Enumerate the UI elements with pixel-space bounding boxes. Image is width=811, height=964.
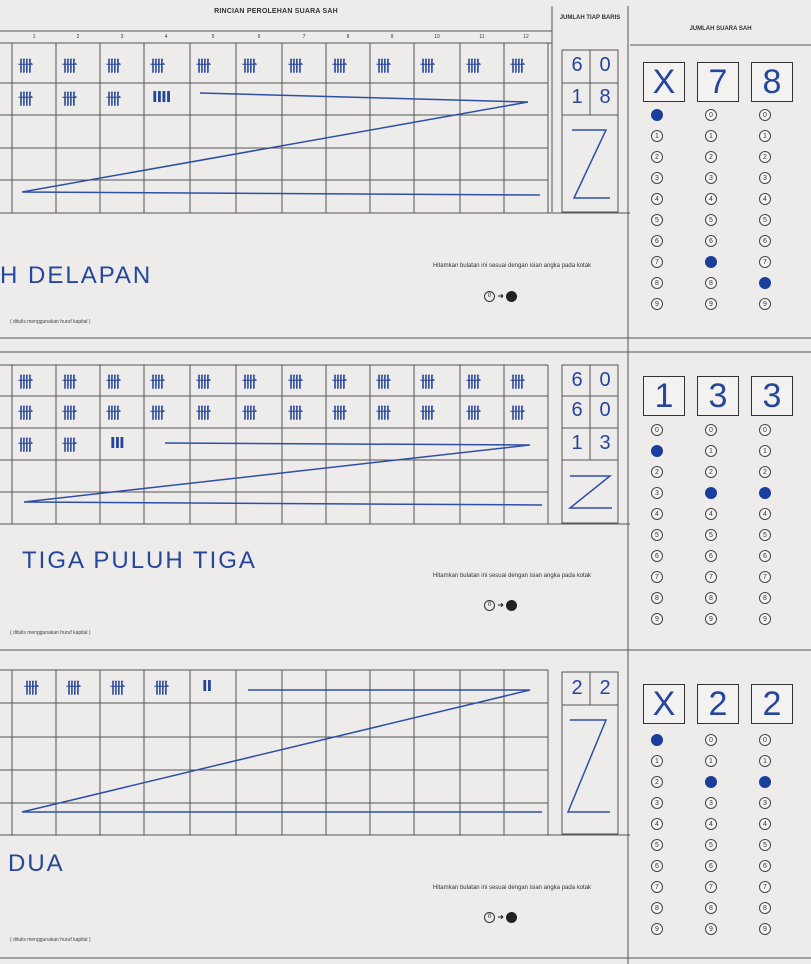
digit-bubble[interactable]: 6 — [651, 860, 663, 872]
digit-bubble[interactable]: 4 — [705, 508, 717, 520]
digit-bubble[interactable]: 5 — [705, 214, 717, 226]
tally-mark: 卌 — [510, 57, 525, 75]
digit-bubble-filled[interactable]: 0 — [651, 734, 663, 746]
row-total-digit: 6 — [571, 399, 583, 421]
capital-letters-note: ( ditulis menggunakan huruf kapital ) — [10, 630, 91, 636]
tally-mark: 卌 — [150, 373, 165, 391]
fill-example — [484, 600, 517, 611]
digit-bubble[interactable]: 7 — [651, 571, 663, 583]
column-number: 2 — [76, 34, 80, 40]
digit-bubble[interactable]: 2 — [759, 151, 771, 163]
digit-bubble[interactable]: 2 — [651, 776, 663, 788]
total-in-words: DUA — [8, 850, 65, 877]
header-title: RINCIAN PEROLEHAN SUARA SAH — [214, 8, 338, 15]
digit-bubble[interactable]: 5 — [759, 214, 771, 226]
row-total-digit: 6 — [571, 54, 583, 76]
digit-bubble[interactable]: 1 — [759, 445, 771, 457]
filled-bubble-icon — [506, 912, 517, 923]
total-digit-box: X — [643, 684, 685, 724]
digit-bubble[interactable]: 2 — [705, 151, 717, 163]
row-total-digit: 6 — [571, 369, 583, 391]
fill-instruction: Hitamkan bulatan ini sesuai dengan isian angka pada kotak — [432, 573, 592, 579]
tally-mark: 卌 — [510, 373, 525, 391]
digit-bubble[interactable]: 6 — [759, 860, 771, 872]
digit-bubble[interactable]: 1 — [651, 755, 663, 767]
tally-mark: 卌 — [466, 373, 481, 391]
tally-mark: 卌 — [242, 373, 257, 391]
row-total-digit: 1 — [571, 86, 583, 108]
digit-bubble[interactable]: 3 — [705, 797, 717, 809]
total-digit-box: 1 — [643, 376, 685, 416]
digit-bubble[interactable]: 7 — [705, 881, 717, 893]
total-digit-box: 2 — [751, 684, 793, 724]
total-in-words: TIGA PULUH TIGA — [22, 547, 257, 574]
tally-mark: 卌 — [62, 436, 77, 454]
total-digit-box: X — [643, 62, 685, 102]
digit-bubble[interactable]: 4 — [759, 508, 771, 520]
digit-bubble[interactable]: 0 — [705, 734, 717, 746]
total-digit-box: 8 — [751, 62, 793, 102]
digit-bubble[interactable]: 5 — [759, 529, 771, 541]
tally-mark: 卌 — [62, 57, 77, 75]
row-total-digit: 0 — [599, 399, 611, 421]
digit-bubble[interactable]: 5 — [651, 839, 663, 851]
digit-bubble[interactable]: 3 — [651, 172, 663, 184]
row-total-digit: 2 — [571, 677, 583, 699]
digit-bubble[interactable]: 1 — [759, 130, 771, 142]
tally-mark: 卌 — [196, 373, 211, 391]
row-total-digit: 0 — [599, 369, 611, 391]
tally-mark: 卌 — [62, 90, 77, 108]
tally-mark: 卌 — [150, 57, 165, 75]
digit-bubble[interactable]: 6 — [651, 235, 663, 247]
row-total-digit: 2 — [599, 677, 611, 699]
tally-mark: 卌 — [420, 404, 435, 422]
digit-bubble[interactable]: 2 — [759, 466, 771, 478]
tally-mark: 卌 — [288, 404, 303, 422]
digit-bubble[interactable]: 9 — [651, 298, 663, 310]
capital-letters-note: ( ditulis menggunakan huruf kapital ) — [10, 319, 91, 325]
digit-bubble[interactable]: 4 — [651, 818, 663, 830]
tally-mark: II — [202, 677, 212, 695]
tally-mark: 卌 — [62, 404, 77, 422]
digit-bubble[interactable]: 0 — [705, 109, 717, 121]
digit-bubble[interactable]: 2 — [651, 466, 663, 478]
fill-example — [484, 291, 517, 302]
digit-bubble-filled[interactable]: 8 — [759, 277, 771, 289]
digit-bubble[interactable]: 6 — [705, 860, 717, 872]
row-total-digit: 3 — [599, 432, 611, 454]
tally-mark: 卌 — [332, 404, 347, 422]
tally-mark: 卌 — [154, 679, 169, 697]
digit-bubble[interactable]: 0 — [759, 109, 771, 121]
tally-mark: III — [110, 434, 124, 452]
digit-bubble[interactable]: 3 — [705, 172, 717, 184]
tally-mark: 卌 — [62, 373, 77, 391]
header-row-total: JUMLAH TIAP BARIS — [559, 15, 621, 21]
digit-bubble[interactable]: 3 — [651, 797, 663, 809]
digit-bubble[interactable]: 8 — [651, 592, 663, 604]
column-number: 10 — [434, 34, 440, 40]
digit-bubble[interactable]: 3 — [759, 797, 771, 809]
digit-bubble[interactable]: 8 — [705, 902, 717, 914]
digit-bubble[interactable]: 0 — [759, 424, 771, 436]
filled-bubble-icon — [506, 600, 517, 611]
tally-mark: 卌 — [106, 90, 121, 108]
digit-bubble[interactable]: 8 — [705, 277, 717, 289]
digit-bubble-filled[interactable]: 2 — [705, 776, 717, 788]
empty-bubble-icon: 0 — [484, 912, 495, 923]
digit-bubble[interactable]: 7 — [651, 256, 663, 268]
capital-letters-note: ( ditulis menggunakan huruf kapital ) — [10, 937, 91, 943]
column-number: 3 — [120, 34, 124, 40]
tally-mark: 卌 — [376, 373, 391, 391]
column-number: 1 — [32, 34, 36, 40]
filled-bubble-icon — [506, 291, 517, 302]
digit-bubble[interactable]: 4 — [759, 818, 771, 830]
tally-mark: 卌 — [150, 404, 165, 422]
tally-mark: 卌 — [66, 679, 81, 697]
digit-bubble[interactable]: 9 — [705, 613, 717, 625]
column-number: 4 — [164, 34, 168, 40]
digit-bubble[interactable]: 5 — [705, 529, 717, 541]
digit-bubble[interactable]: 9 — [705, 923, 717, 935]
tally-mark: 卌 — [376, 404, 391, 422]
digit-bubble[interactable]: 4 — [705, 818, 717, 830]
tally-mark: 卌 — [196, 57, 211, 75]
digit-bubble[interactable]: 5 — [759, 839, 771, 851]
tally-mark: 卌 — [106, 404, 121, 422]
digit-bubble-filled[interactable]: 7 — [705, 256, 717, 268]
fill-instruction: Hitamkan bulatan ini sesuai dengan isian angka pada kotak — [432, 263, 592, 269]
digit-bubble[interactable]: 1 — [705, 445, 717, 457]
tally-mark: 卌 — [196, 404, 211, 422]
digit-bubble[interactable]: 4 — [759, 193, 771, 205]
tally-mark: 卌 — [332, 57, 347, 75]
tally-mark: 卌 — [288, 373, 303, 391]
digit-bubble[interactable]: 1 — [705, 130, 717, 142]
column-number: 9 — [390, 34, 394, 40]
digit-bubble[interactable]: 8 — [651, 902, 663, 914]
fill-example — [484, 912, 517, 923]
digit-bubble-filled[interactable]: 2 — [759, 776, 771, 788]
digit-bubble[interactable]: 3 — [651, 487, 663, 499]
digit-bubble[interactable]: 0 — [759, 734, 771, 746]
digit-bubble-filled[interactable]: 3 — [705, 487, 717, 499]
column-number: 6 — [257, 34, 261, 40]
digit-bubble[interactable]: 4 — [651, 508, 663, 520]
column-number: 5 — [211, 34, 215, 40]
digit-bubble[interactable]: 6 — [651, 550, 663, 562]
row-total-digit: 0 — [599, 54, 611, 76]
digit-bubble[interactable]: 3 — [759, 172, 771, 184]
tally-mark: 卌 — [18, 404, 33, 422]
digit-bubble[interactable]: 7 — [759, 256, 771, 268]
tally-mark: 卌 — [110, 679, 125, 697]
tally-mark: 卌 — [242, 404, 257, 422]
tally-mark: 卌 — [242, 57, 257, 75]
arrow-right-icon: ➜ — [497, 600, 504, 610]
digit-bubble[interactable]: 2 — [705, 466, 717, 478]
column-number: 8 — [346, 34, 350, 40]
column-number: 12 — [523, 34, 529, 40]
empty-bubble-icon: 0 — [484, 291, 495, 302]
digit-bubble-filled[interactable]: 0 — [651, 109, 663, 121]
digit-bubble[interactable]: 8 — [759, 902, 771, 914]
row-total-digit: 1 — [571, 432, 583, 454]
digit-bubble[interactable]: 5 — [705, 839, 717, 851]
digit-bubble[interactable]: 9 — [651, 613, 663, 625]
digit-bubble[interactable]: 4 — [705, 193, 717, 205]
tally-mark: 卌 — [376, 57, 391, 75]
digit-bubble[interactable]: 7 — [651, 881, 663, 893]
digit-bubble[interactable]: 6 — [705, 235, 717, 247]
tally-mark: 卌 — [18, 373, 33, 391]
digit-bubble[interactable]: 0 — [651, 424, 663, 436]
arrow-right-icon: ➜ — [497, 912, 504, 922]
digit-bubble[interactable]: 7 — [705, 571, 717, 583]
tally-mark: 卌 — [18, 90, 33, 108]
tally-mark: 卌 — [18, 436, 33, 454]
column-number: 11 — [479, 34, 485, 40]
tally-mark: 卌 — [106, 373, 121, 391]
digit-bubble[interactable]: 9 — [651, 923, 663, 935]
tally-mark: 卌 — [420, 373, 435, 391]
digit-bubble[interactable]: 1 — [705, 755, 717, 767]
digit-bubble[interactable]: 6 — [705, 550, 717, 562]
tally-mark: 卌 — [420, 57, 435, 75]
digit-bubble[interactable]: 5 — [651, 529, 663, 541]
digit-bubble[interactable]: 6 — [759, 235, 771, 247]
digit-bubble[interactable]: 6 — [759, 550, 771, 562]
fill-instruction: Hitamkan bulatan ini sesuai dengan isian angka pada kotak — [432, 885, 592, 891]
digit-bubble[interactable]: 9 — [759, 613, 771, 625]
header-valid-total: JUMLAH SUARA SAH — [689, 26, 752, 32]
digit-bubble[interactable]: 0 — [705, 424, 717, 436]
digit-bubble-filled[interactable]: 3 — [759, 487, 771, 499]
tally-mark: 卌 — [288, 57, 303, 75]
arrow-right-icon: ➜ — [497, 291, 504, 301]
digit-bubble[interactable]: 8 — [651, 277, 663, 289]
digit-bubble[interactable]: 2 — [651, 151, 663, 163]
total-digit-box: 2 — [697, 684, 739, 724]
digit-bubble[interactable]: 1 — [651, 130, 663, 142]
digit-bubble[interactable]: 7 — [759, 881, 771, 893]
digit-bubble[interactable]: 9 — [759, 298, 771, 310]
tally-mark: 卌 — [24, 679, 39, 697]
digit-bubble[interactable]: 1 — [759, 755, 771, 767]
total-digit-box: 7 — [697, 62, 739, 102]
tally-mark: 卌 — [106, 57, 121, 75]
digit-bubble[interactable]: 4 — [651, 193, 663, 205]
digit-bubble[interactable]: 8 — [759, 592, 771, 604]
tally-mark: IIII — [152, 88, 171, 106]
row-total-digit: 8 — [599, 86, 611, 108]
digit-bubble[interactable]: 5 — [651, 214, 663, 226]
tally-mark: 卌 — [332, 373, 347, 391]
tally-mark: 卌 — [466, 57, 481, 75]
empty-bubble-icon: 0 — [484, 600, 495, 611]
column-number: 7 — [302, 34, 306, 40]
digit-bubble-filled[interactable]: 1 — [651, 445, 663, 457]
tally-mark: 卌 — [510, 404, 525, 422]
total-in-words: H DELAPAN — [0, 262, 153, 289]
digit-bubble[interactable]: 9 — [759, 923, 771, 935]
tally-mark: 卌 — [18, 57, 33, 75]
digit-bubble[interactable]: 8 — [705, 592, 717, 604]
digit-bubble[interactable]: 9 — [705, 298, 717, 310]
total-digit-box: 3 — [751, 376, 793, 416]
digit-bubble[interactable]: 7 — [759, 571, 771, 583]
tally-mark: 卌 — [466, 404, 481, 422]
total-digit-box: 3 — [697, 376, 739, 416]
